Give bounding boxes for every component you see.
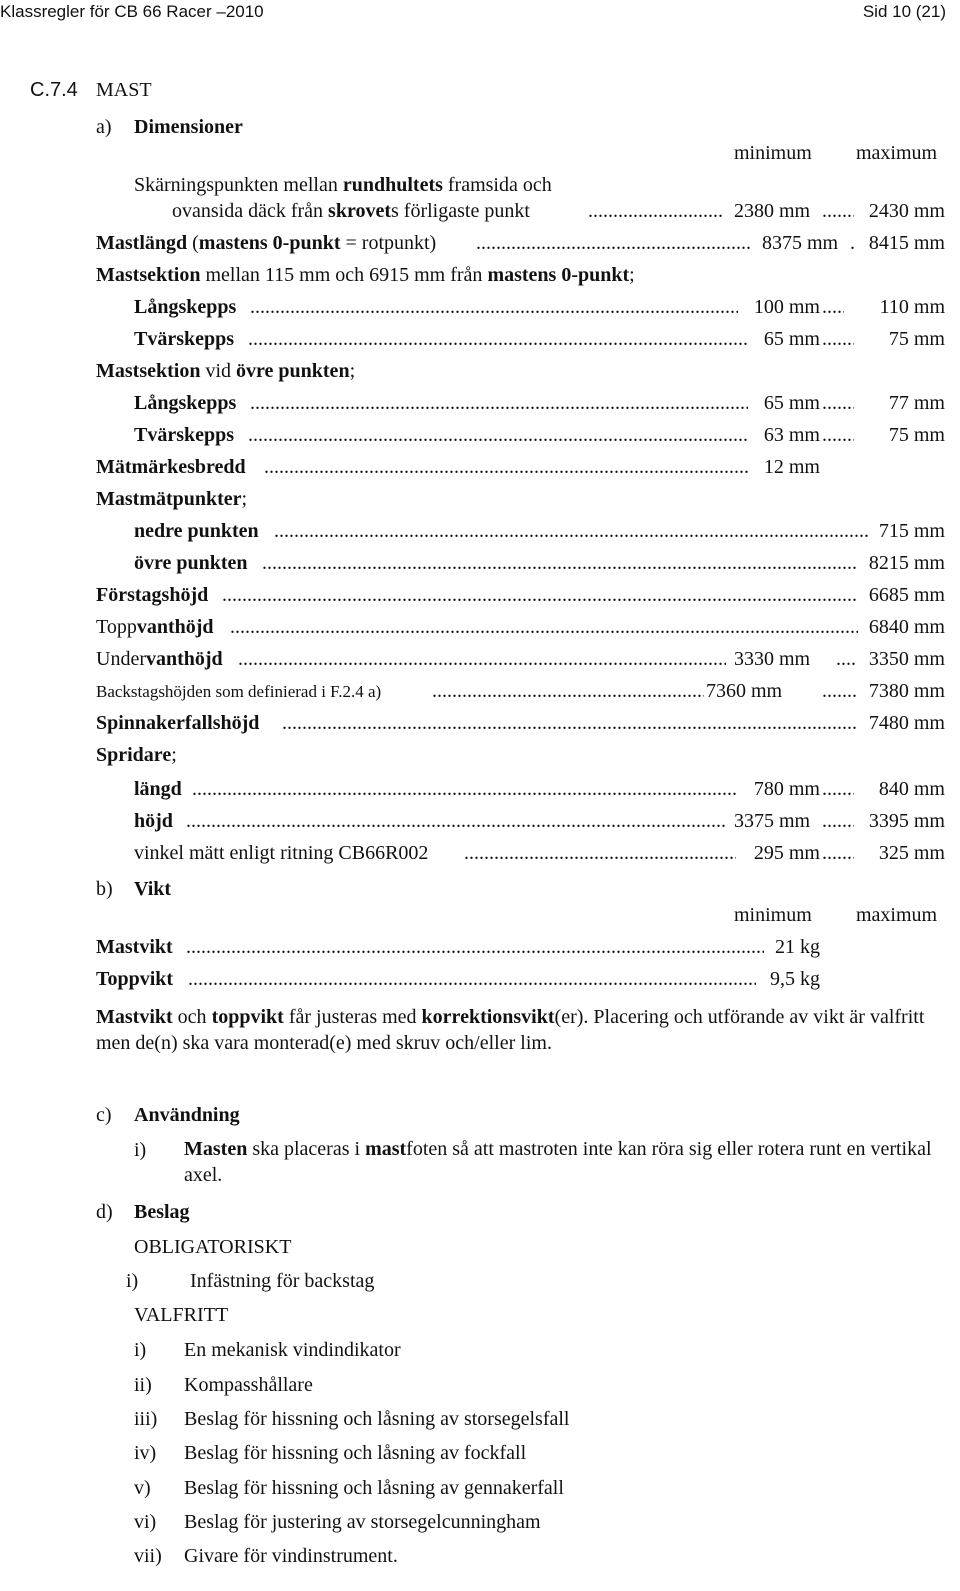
- min-value: 9,5 kg: [770, 968, 820, 990]
- max-value: 840 mm: [878, 778, 945, 800]
- column-header-minimum: minimum: [734, 904, 812, 926]
- dot-leader: [186, 811, 726, 831]
- dot-leader: [250, 393, 748, 413]
- spec-label: längd: [134, 778, 182, 800]
- dot-leader: [822, 201, 854, 221]
- usage-text: Masten ska placeras i mastfoten så att mastroten inte kan röra sig eller rotera runt en vertikal axel.: [184, 1138, 932, 1186]
- list-marker: v): [134, 1477, 151, 1499]
- subsection-title: Dimensioner: [134, 116, 243, 138]
- dot-leader: [822, 297, 844, 317]
- spec-group-label: Mastsektion mellan 115 mm och 6915 mm från mastens 0-punkt;: [96, 264, 635, 286]
- list-marker: vi): [134, 1511, 157, 1533]
- dot-leader: [588, 201, 724, 221]
- spec-group-label: Spridare;: [96, 744, 177, 766]
- document-title: Klassregler för CB 66 Racer –2010: [0, 2, 264, 21]
- max-value: 7380 mm: [868, 680, 945, 702]
- min-value: 12 mm: [763, 456, 820, 478]
- list-item-text: Beslag för justering av storsegelcunningham: [184, 1511, 541, 1533]
- spec-label: Förstagshöjd: [96, 584, 209, 606]
- max-value: 8415 mm: [868, 232, 945, 254]
- min-value: 295 mm: [753, 842, 820, 864]
- dot-leader: [836, 649, 856, 669]
- list-marker: ii): [134, 1374, 152, 1396]
- dot-leader: [238, 649, 726, 669]
- list-marker: iv): [134, 1442, 157, 1464]
- list-item-text: Kompasshållare: [184, 1374, 313, 1396]
- spec-label: Backstagshöjden som definierad i F.2.4 a): [96, 682, 382, 701]
- min-value: 2380 mm: [734, 200, 811, 222]
- subsection-marker: b): [96, 878, 113, 900]
- dot-leader: [274, 521, 868, 541]
- dot-leader: [822, 843, 854, 863]
- spec-label: Toppvanthöjd: [96, 616, 214, 638]
- dot-leader: [192, 779, 736, 799]
- max-value: 3350 mm: [868, 648, 945, 670]
- dot-leader: [822, 681, 856, 701]
- max-value: 75 mm: [888, 424, 945, 446]
- dot-leader: [262, 553, 858, 573]
- weight-note: Mastvikt och toppvikt får justeras med korrektionsvikt(er). Placering och utförande av vikt är valfritt men de(n) ska vara monterad(e) med skruv och/eller lim.: [96, 1006, 925, 1054]
- dot-leader: [248, 425, 748, 445]
- spec-label: Skärningspunkten mellan rundhultets framsida och: [134, 174, 552, 196]
- dot-leader: [822, 329, 854, 349]
- spec-label: Långskepps: [134, 296, 237, 318]
- dot-leader: [822, 425, 854, 445]
- subsection-marker: c): [96, 1104, 112, 1126]
- spec-label: Tvärskepps: [134, 328, 235, 350]
- max-value: 2430 mm: [868, 200, 945, 222]
- list-item-text: Infästning för backstag: [190, 1270, 375, 1292]
- spec-label: vinkel mätt enligt ritning CB66R002: [134, 842, 429, 864]
- spec-label: Tvärskepps: [134, 424, 235, 446]
- min-value: 65 mm: [763, 328, 820, 350]
- dot-leader: [264, 457, 748, 477]
- min-value: 21 kg: [775, 936, 820, 958]
- dot-leader: [250, 297, 738, 317]
- subsection-marker: a): [96, 116, 112, 138]
- dot-leader: [464, 843, 736, 863]
- min-value: 780 mm: [753, 778, 820, 800]
- list-marker: iii): [134, 1408, 158, 1430]
- list-item-text: Beslag för hissning och låsning av gennakerfall: [184, 1477, 564, 1499]
- dot-leader: [822, 779, 854, 799]
- spec-label: Spinnakerfallshöjd: [96, 712, 260, 734]
- mandatory-heading: OBLIGATORISKT: [134, 1236, 292, 1258]
- column-header-minimum: minimum: [734, 142, 812, 164]
- spec-group-label: Mastmätpunkter;: [96, 488, 248, 510]
- page-number: Sid 10 (21): [862, 2, 946, 21]
- dot-leader: [186, 937, 764, 957]
- spec-label: höjd: [134, 810, 173, 832]
- list-item-text: Beslag för hissning och låsning av storsegelsfall: [184, 1408, 570, 1430]
- optional-heading: VALFRITT: [134, 1304, 229, 1326]
- dot-leader: [248, 329, 748, 349]
- section-title: MAST: [96, 79, 152, 101]
- spec-label: ovansida däck från skrovets förligaste punkt: [172, 200, 530, 222]
- max-value: 715 mm: [878, 520, 945, 542]
- dot-leader: [230, 617, 858, 637]
- subsection-title: Användning: [134, 1104, 240, 1126]
- max-value: 7480 mm: [868, 712, 945, 734]
- dot-leader: [822, 811, 854, 831]
- min-value: 3375 mm: [734, 810, 811, 832]
- min-value: 8375 mm: [762, 232, 839, 254]
- spec-label: övre punkten: [134, 552, 248, 574]
- max-value: 6840 mm: [868, 616, 945, 638]
- column-header-maximum: maximum: [856, 904, 938, 926]
- subsection-title: Vikt: [134, 878, 172, 900]
- dot-leader: [432, 681, 704, 701]
- list-item-text: Givare för vindinstrument.: [184, 1545, 398, 1567]
- spec-label: Långskepps: [134, 392, 237, 414]
- max-value: 6685 mm: [868, 584, 945, 606]
- spec-label: Toppvikt: [96, 968, 174, 990]
- min-value: 65 mm: [763, 392, 820, 414]
- list-marker: i): [134, 1339, 147, 1361]
- spec-label: nedre punkten: [134, 520, 259, 542]
- dot-leader: [822, 393, 854, 413]
- min-value: 7360 mm: [706, 680, 783, 702]
- list-item-text: En mekanisk vindindikator: [184, 1339, 401, 1361]
- max-value: 325 mm: [878, 842, 945, 864]
- spec-label: Undervanthöjd: [96, 648, 223, 670]
- column-header-maximum: maximum: [856, 142, 938, 164]
- list-marker: i): [126, 1270, 139, 1292]
- spec-label: Mastvikt: [96, 936, 173, 958]
- list-item-text: Beslag för hissning och låsning av fockfall: [184, 1442, 527, 1464]
- spec-label: Mastlängd (mastens 0-punkt = rotpunkt): [96, 232, 437, 254]
- spec-label: Mätmärkesbredd: [96, 456, 246, 478]
- min-value: 3330 mm: [734, 648, 811, 670]
- dot-leader: [850, 233, 856, 253]
- section-number: C.7.4: [30, 79, 78, 101]
- max-value: 8215 mm: [868, 552, 945, 574]
- dot-leader: [476, 233, 752, 253]
- max-value: 77 mm: [888, 392, 945, 414]
- dot-leader: [282, 713, 858, 733]
- spec-group-label: Mastsektion vid övre punkten;: [96, 360, 356, 382]
- dot-leader: [188, 969, 756, 989]
- min-value: 100 mm: [753, 296, 820, 318]
- dot-leader: [222, 585, 858, 605]
- subsection-title: Beslag: [134, 1201, 190, 1223]
- list-marker: i): [134, 1139, 147, 1161]
- subsection-marker: d): [96, 1201, 113, 1223]
- list-marker: vii): [134, 1545, 162, 1567]
- max-value: 3395 mm: [868, 810, 945, 832]
- min-value: 63 mm: [763, 424, 820, 446]
- max-value: 110 mm: [879, 296, 945, 318]
- max-value: 75 mm: [888, 328, 945, 350]
